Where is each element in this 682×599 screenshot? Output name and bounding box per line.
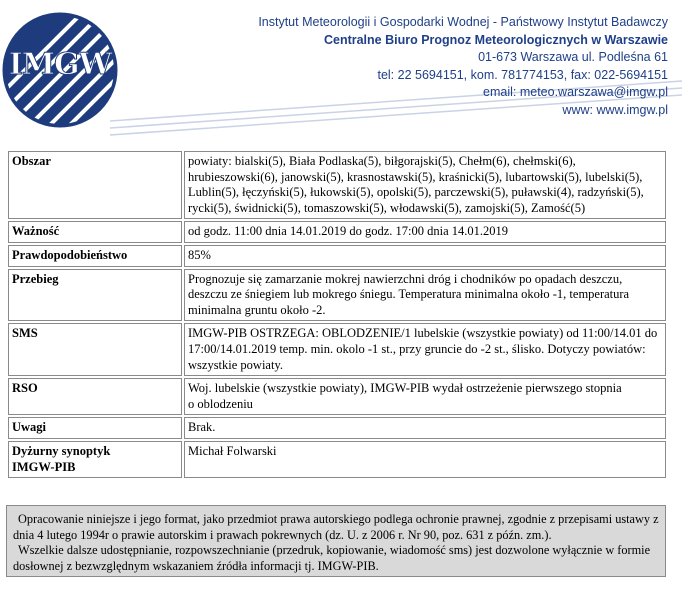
row-sms <box>8 323 666 376</box>
bureau-name: Centralne Biuro Prognoz Meteorologicznych w Warszawie <box>323 32 668 47</box>
label-uwagi: Uwagi <box>8 417 182 439</box>
value-prawdopodobienstwo: 85% <box>184 245 666 267</box>
value-waznosc: od godz. 11:00 dnia 14.01.2019 do godz. 17:00 dnia 14.01.2019 <box>184 221 666 243</box>
value-rso <box>184 378 666 415</box>
label-dyzurny <box>8 441 182 478</box>
header <box>0 0 682 140</box>
phones: tel: 22 5694151, kom. 781774153, fax: 022-5694151 <box>377 67 668 82</box>
website[interactable]: www: www.imgw.pl <box>562 102 668 117</box>
label-waznosc: Ważność <box>8 221 182 243</box>
row-prawdopodobienstwo <box>8 245 666 267</box>
value-przebieg: Prognozuje się zamarzanie mokrej nawierzchni dróg i chodników po opadach deszczu, deszczu ze śniegiem lub mokrego śniegu. Temperatura minimalna około -1, temperatura minimalna gruntu około -2. <box>184 269 666 322</box>
row-obszar <box>8 151 666 219</box>
value-obszar: powiaty: bialski(5), Biała Podlaska(5), biłgorajski(5), Chełm(6), chełmski(6), hrubieszowski(6), janowski(5), krasnostawski(5), kraśnicki(5), lubartowski(5), lubelski(5), Lublin(5), łęczyński(5), łukowski(5), opolski(5), parczewski(5), puławski(4), radzyński(5), rycki(5), świdnicki(5), tomaszowski(5), włodawski(5), zamojski(5), Zamość(5) <box>184 151 666 219</box>
dyzurny-line-1: Dyżurny synoptyk <box>12 443 111 458</box>
label-sms: SMS <box>8 323 182 376</box>
institute-name: Instytut Meteorologii i Gospodarki Wodnej - Państwowy Instytut Badawczy <box>258 15 668 29</box>
rso-line-1: Woj. lubelskie (wszystkie powiaty), IMGW-PIB wydał ostrzeżenie pierwszego stopnia <box>188 381 622 396</box>
label-rso: RSO <box>8 378 182 415</box>
value-sms: IMGW-PIB OSTRZEGA: OBLODZENIE/1 lubelskie (wszystkie powiaty) od 11:00/14.01 do 17:00/14.01.2019 temp. min. okolo -1 st., przy gruncie do -2 st., ślisko. Dotyczy powiatów: wszystkie powiaty. <box>184 323 666 376</box>
dyzurny-line-2: IMGW-PIB <box>12 459 76 474</box>
email[interactable]: email: meteo.warszawa@imgw.pl <box>483 85 668 99</box>
label-obszar: Obszar <box>8 151 182 219</box>
row-przebieg <box>8 269 666 322</box>
value-uwagi: Brak. <box>184 417 666 439</box>
warning-table <box>6 149 668 480</box>
copyright-text: Opracowanie niniejsze i jego format, jako przedmiot prawa autorskiego podlega ochronie prawnej, zgodnie z przepisami ustawy z dnia 4 lutego 1994r o prawie autorskim i prawach pokrewnych (dz. U. z 2006 r. Nr 90, poz. 631 z późn. zm.). <box>13 512 659 542</box>
row-uwagi <box>8 417 666 439</box>
logo-text: IMGW <box>8 47 112 82</box>
sharing-text: Wszelkie dalsze udostępnianie, rozpowszechnianie (przedruk, kopiowanie, wiadomość sms) jest dozwolone wyłącznie w formie dosłownej z bezwzględnym wskazaniem źródła informacji tj. IMGW-PIB. <box>13 543 651 573</box>
row-rso <box>8 378 666 415</box>
label-przebieg: Przebieg <box>8 269 182 322</box>
contact-block <box>258 14 668 119</box>
row-waznosc <box>8 221 666 243</box>
rso-line-2: o oblodzeniu <box>188 396 253 411</box>
address: 01-673 Warszawa ul. Podleśna 61 <box>478 50 668 64</box>
value-dyzurny: Michał Folwarski <box>184 441 666 478</box>
copyright-footer <box>6 505 666 577</box>
label-prawdopodobienstwo: Prawdopodobieństwo <box>8 245 182 267</box>
row-dyzurny <box>8 441 666 478</box>
